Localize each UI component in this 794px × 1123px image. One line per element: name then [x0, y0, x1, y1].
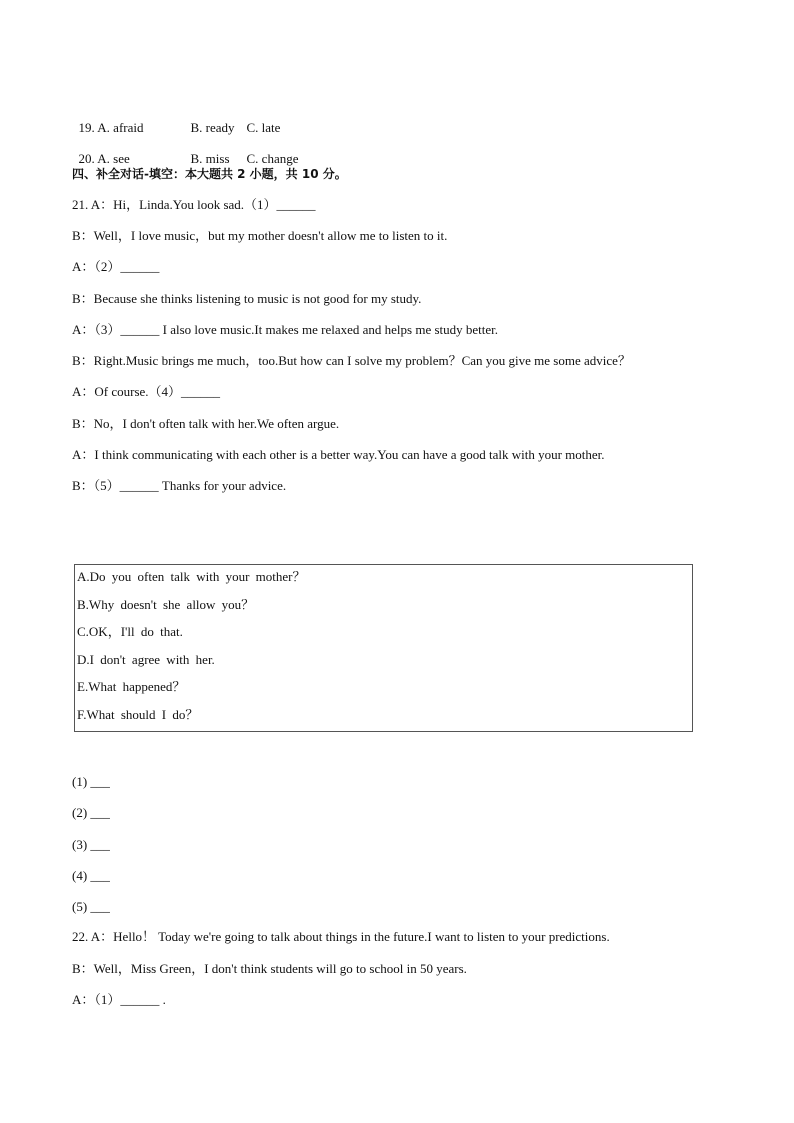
question-19 [72, 104, 280, 136]
dialogue1-line: B：Because she thinks listening to music is not good for my study. [72, 291, 422, 306]
answer-blank-4[interactable]: (4) ___ [72, 868, 110, 883]
dialogue2-line: B：Well，Miss Green，I don't think students will go to school in 50 years. [72, 961, 467, 976]
answer-blank-2[interactable]: (2) ___ [72, 805, 110, 820]
section-heading: 四、补全对话-填空：本大题共 2 小题，共 10 分。 [72, 167, 347, 181]
q20-option-c: C. change [246, 151, 299, 166]
q19-option-c: C. late [246, 120, 281, 135]
options-box [74, 564, 693, 732]
option-f: F.What should I do？ [77, 707, 199, 722]
q19-option-a: 19. A. afraid [78, 120, 144, 135]
question-20 [72, 135, 298, 167]
q19-option-b: B. ready [190, 120, 235, 135]
dialogue1-line: A：（2）______ [72, 259, 160, 274]
dialogue2-line: 22. A：Hello！ Today we're going to talk about things in the future.I want to listen to your predictions. [72, 929, 610, 944]
answer-blank-5[interactable]: (5) ___ [72, 899, 110, 914]
dialogue1-line: B：（5）______ Thanks for your advice. [72, 478, 287, 493]
dialogue1-line: 21. A：Hi，Linda.You look sad.（1）______ [72, 197, 316, 212]
option-a: A.Do you often talk with your mother？ [77, 569, 306, 584]
option-e: E.What happened？ [77, 679, 186, 694]
option-b: B.Why doesn't she allow you？ [77, 597, 255, 612]
dialogue1-line: B：Well，I love music，but my mother doesn't allow me to listen to it. [72, 228, 448, 243]
q20-option-a: 20. A. see [78, 151, 130, 166]
answer-blank-3[interactable]: (3) ___ [72, 837, 110, 852]
q20-option-b: B. miss [190, 151, 230, 166]
option-d: D.I don't agree with her. [77, 652, 215, 667]
answer-blank-1[interactable]: (1) ___ [72, 774, 110, 789]
dialogue2-line: A：（1）______ . [72, 992, 166, 1007]
dialogue1-line: B：Right.Music brings me much，too.But how can I solve my problem？Can you give me some advice？ [72, 353, 631, 368]
dialogue1-line: A：Of course.（4）______ [72, 384, 221, 399]
dialogue1-line: A：（3）______ I also love music.It makes me relaxed and helps me study better. [72, 322, 499, 337]
dialogue1-line: B：No，I don't often talk with her.We often argue. [72, 416, 340, 431]
dialogue1-line: A：I think communicating with each other is a better way.You can have a good talk with your mother. [72, 447, 605, 462]
option-c: C.OK，I'll do that. [77, 624, 183, 639]
